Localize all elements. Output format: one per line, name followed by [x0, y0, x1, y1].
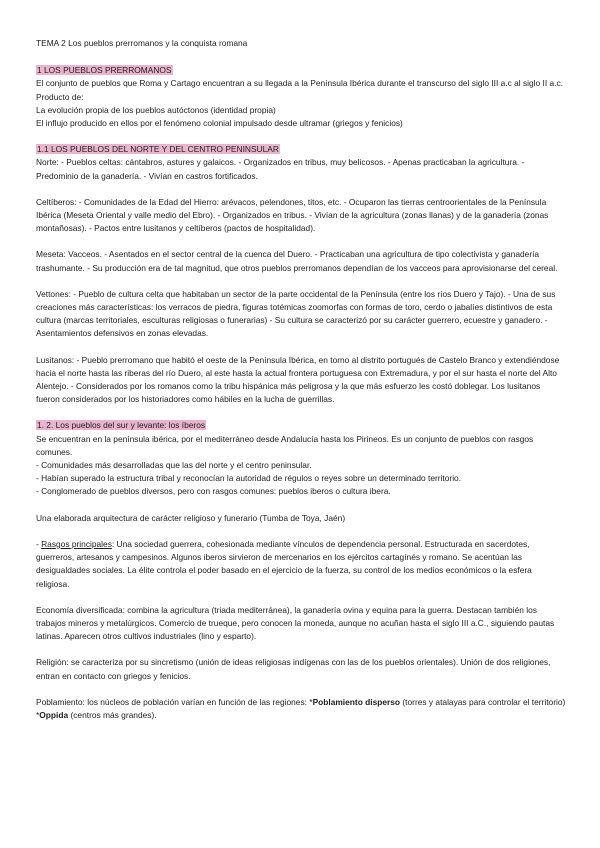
paragraph-arquitectura: Una elaborada arquitectura de carácter religioso y funerario (Tumba de Toya, Jaén) [36, 512, 346, 523]
section-heading-pueblos-prerromanos [36, 64, 566, 77]
document-title: TEMA 2 Los pueblos prerromanos y la conquista romana [36, 38, 248, 48]
rasgos-text: : Una sociedad guerrera, cohesionada mediante vínculos de dependencia personal. Estructurada en sacerdotes, guerreros, artesanos y campesinos. Algunos iberos sirvieron de mercenarios en los ejércitos cartagínés y romano. Se acentúan las desigualdades sociales. La élite controla el poder basado en el ejercicio de la fuerza, su control de los medios económicos o la esfera religiosa. [36, 538, 532, 589]
paragraph-vettones: Vettones: - Pueblo de cultura celta que habitaban un sector de la parte occidental de la Península (entre los ríos Duero y Tajo). - Una de sus creaciones más características: los verracos de piedra, figuras totémicas zoomorfas con formas de toro, cerdo o jabalíes distintivos de esta cultura (marcas territoriales, esculturas religiosas o funerarias) - Su cultura se caracterizó por su carácter guerrero, ecuestre y ganadero. - Asentamientos defensivos en zonas elevadas. [36, 288, 556, 339]
bullet-comunidades: - Comunidades más desarrolladas que las del norte y el centro peninsular. [36, 460, 312, 471]
paragraph-lusitanos: Lusitanos: - Pueblo prerromano que habitó el oeste de la Península Ibérica, en torno al distrito portugués de Castelo Branco y extendiéndose hacia el norte hasta las riberas del río Duero, al este hasta la actual frontera portuguesa con Extremadura, y por el sur hasta el norte del Alto Alentejo. - Considerados por los romanos como la tribu hispánica más peligrosa y la que más esfuerzo les costó doblegar. Los lusitanos fueron considerados por los historiadores como hábiles en la lucha de guerrillas. [36, 354, 560, 405]
paragraph-norte: Norte: - Pueblos celtas: cántabros, astures y galaicos. - Organizados en tribus, muy belicosos. - Apenas practicaban la agricultura. - Predominio de la ganadería. - Vivían en castros fortificados. [36, 157, 525, 181]
poblamiento-disperso: Poblamiento disperso [312, 696, 401, 707]
heading-highlight: 1.1 LOS PUEBLOS DEL NORTE Y DEL CENTRO PENINSULAR [37, 144, 279, 155]
paragraph-rasgos [36, 538, 566, 591]
heading-highlight: 1 LOS PUEBLOS PRERROMANOS [37, 65, 172, 76]
poblamiento-text-e: (centros más grandes). [68, 709, 157, 720]
rasgos-prefix: - [36, 538, 42, 549]
section-heading-iberos [36, 419, 566, 432]
paragraph-religion: Religión: se caracteriza por su sincretismo (unión de ideas religiosas indígenas con las de los pueblos orientales). Unión de dos religiones, entran en contacto con griegos y fenicios. [36, 657, 551, 681]
heading-highlight: 1. 2. Los pueblos del sur y levante: los íberos [37, 420, 206, 431]
rasgos-label: Rasgos principales [41, 538, 112, 549]
paragraph-meseta: Meseta: Vacceos. - Asentados en el sector central de la cuenca del Duero. - Practicaban una agricultura de tipo colectivista y ganadería trashumante. - Su producción era de tal magnitud, que otros pueblos prerromanos dependían de los vacceos para aprovisionarse del cereal. [36, 249, 558, 273]
paragraph-celtiberos: Celtíberos: - Comunidades de la Edad del Hierro: arévacos, pelendones, titos, etc. - Ocuparon las tierras centroorientales de la Península Ibérica (Meseta Oriental y valle medio del Ebro). - Organizados en tribus. - Vivían de la agricultura (zonas llanas) y de la ganadería (zonas montañosas). - Pactos entre lusitanos y celtíberos (pactos de hospitalidad). [36, 196, 549, 234]
bullet-estructura: - Habían superado la estructura tribal y reconocían la autoridad de régulos o reyes sobre un determinado territorio. [36, 473, 462, 484]
paragraph-intro: El conjunto de pueblos que Roma y Cartago encuentran a su llegada a la Península Ibérica durante el transcurso del siglo III a.c al siglo II a.c. Producto de: [36, 78, 564, 102]
poblamiento-text-c: (torres y atalayas para controlar el territorio) * [36, 696, 566, 720]
paragraph-iberos-intro: Se encuentran en la península ibérica, por el mediterráneo desde Andalucía hasta los Pirineos. Es un conjunto de pueblos con rasgos comunes. [36, 433, 534, 457]
bullet-conglomerado: - Conglomerado de pueblos diversos, pero con rasgos comunes: pueblos iberos o cultura ibera. [36, 486, 391, 497]
paragraph-evolucion: La evolución propia de los pueblos autóctonos (identidad propia) [36, 104, 276, 115]
poblamiento-text-a: Poblamiento: los núcleos de población varían en función de las regiones: * [36, 696, 313, 707]
document-page [36, 37, 566, 722]
paragraph-economia: Economía diversificada: combina la agricultura (triada mediterránea), la ganadería ovina y equina para la guerra. Destacan también los trabajos mineros y metalúrgicos. Comercio de trueque, pero conocen la moneda, aunque no acuñan hasta el siglo III a.C., siguiendo pautas latinas. Aparecen otros cultivos industriales (lino y esparto). [36, 604, 555, 642]
oppida: Oppida [39, 709, 69, 720]
section-heading-norte-centro [36, 143, 566, 156]
paragraph-poblamiento [36, 696, 566, 722]
paragraph-influjo: El influjo producido en ellos por el fenómeno colonial impulsado desde ultramar (griegos y fenicios) [36, 118, 403, 129]
